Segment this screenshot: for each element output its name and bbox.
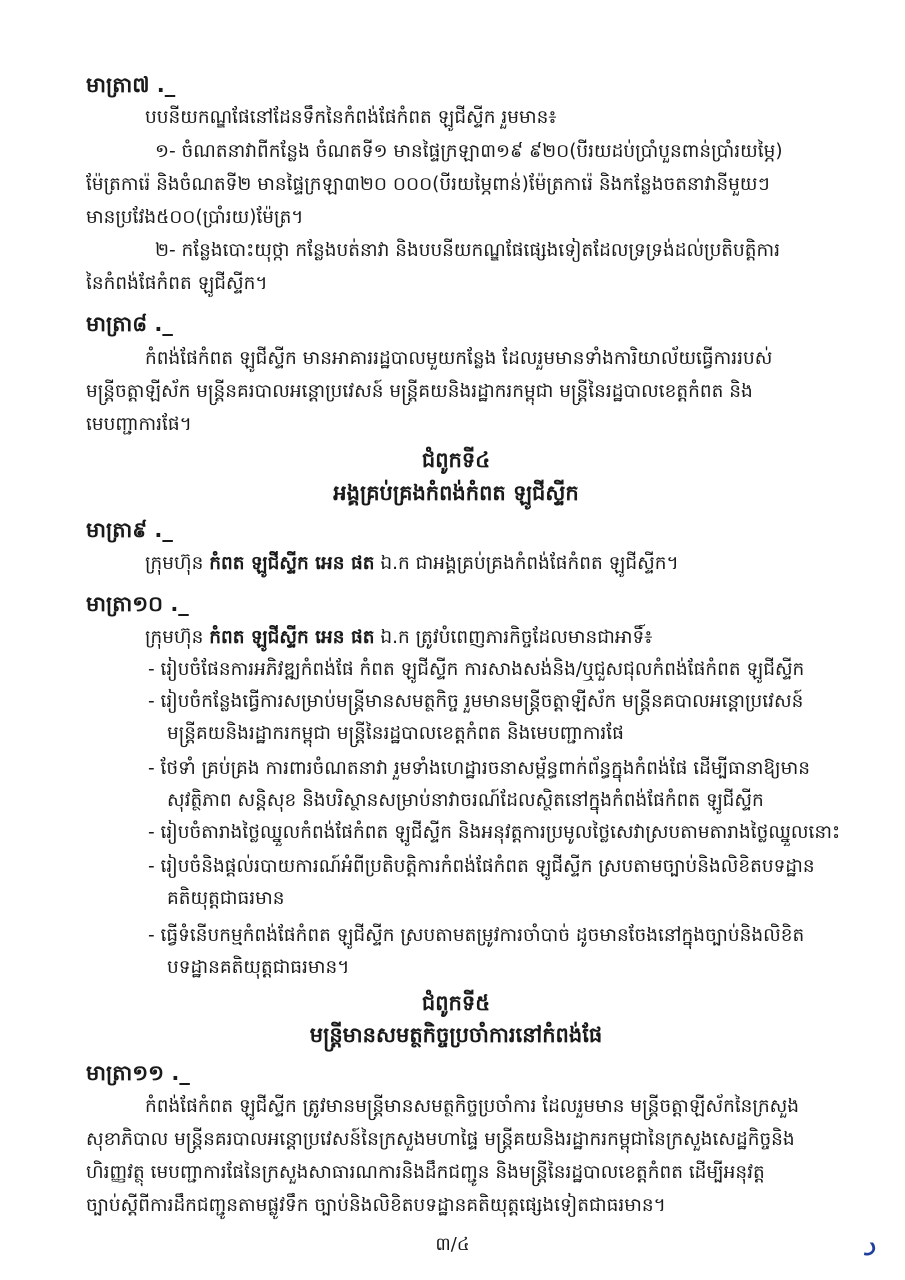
article-9-text bbox=[145, 550, 679, 578]
article-11-line-2: សុខាភិបាល មន្ត្រីនគរបាលអន្តោប្រវេសន៍នៃក្រសួងមហាផ្ទៃ មន្ត្រីគយនិងរដ្ឋាករកម្ពុជានៃក្រសួងសេដ្ឋកិច្ចនិង bbox=[86, 1129, 795, 1150]
article-8-line-2: មន្ត្រីចត្តាឡីស័ក មន្ត្រីនគរបាលអន្តោប្រវេសន៍ មន្ត្រីគយនិងរដ្ឋាករកម្ពុជា មន្ត្រីនៃរដ្ឋបាលខេត្តកំពត និង bbox=[86, 381, 753, 402]
article-10-post: ឯ.ក ត្រូវបំពេញភារកិច្ចដែលមានជាអាទិ៍៖ bbox=[374, 627, 653, 648]
article-8-line-3: មេបញ្ជាការផែ។ bbox=[86, 414, 192, 435]
article-10-bullet-4: - រៀបចំតារាងថ្លៃឈ្នួលកំពង់ផែកំពត ឡូជីស្ទីក និងអនុវត្តការប្រមូលថ្លៃសេវាស្របតាមតារាងថ្លៃឈ្នួលនោះ bbox=[148, 822, 841, 843]
article-10-bullet-3-line-2: សុវត្ថិភាព សន្តិសុខ និងបរិស្ថានសម្រាប់នាវាចរណ៍ដែលស្ថិតនៅក្នុងកំពង់ផែកំពត ឡូជីស្ទីក bbox=[167, 790, 764, 811]
article-8-heading: មាត្រា៨ ._ bbox=[86, 312, 173, 336]
chapter-5-number: ជំពូកទី៥ bbox=[421, 991, 491, 1015]
article-11-line-1: កំពង់ផែកំពត ឡូជីស្ទីក ត្រូវមានមន្ត្រីមានសមត្ថកិច្ចប្រចាំការ ដែលរួមមាន មន្ត្រីចត្តាឡីស័កនៃក្រសួង bbox=[145, 1096, 800, 1117]
article-10-bullet-5-line-2: គតិយុត្តជាធរមាន bbox=[167, 888, 285, 909]
article-7-item-1-line-1: ១- ចំណតនាវាពីកន្លែង ចំណតទី១ មានផ្ទៃក្រឡា៣១៩ ៩២០(បីរយដប់ប្រាំបួនពាន់ប្រាំរយម្ភៃ) bbox=[155, 141, 783, 162]
article-10-bullet-6-line-2: បទដ្ឋានគតិយុត្តជាធរមាន។ bbox=[167, 957, 350, 978]
article-10-bullet-2-line-1: - រៀបចំកន្លែងធ្វើការសម្រាប់មន្ត្រីមានសមត្ថកិច្ច រួមមានមន្ត្រីចត្តាឡីស័ក មន្ត្រីនគបាលអន្តោប្រវេសន៍ bbox=[148, 691, 804, 712]
article-10-heading: មាត្រា១០ ._ bbox=[86, 592, 189, 616]
article-9-heading: មាត្រា៩ ._ bbox=[86, 518, 173, 542]
article-10-pre: ក្រុមហ៊ុន bbox=[145, 627, 210, 648]
article-10-intro bbox=[145, 624, 652, 652]
article-7-item-1-line-2: ម៉ែត្រការ៉េ និងចំណតទី២ មានផ្ទៃក្រឡា៣២០ ០០០(បីរយម្ភៃពាន់)ម៉ែត្រការ៉េ និងកន្លែងចតនាវានីមួយៗ bbox=[86, 174, 770, 195]
article-7-item-2-line-1: ២- កន្លែងបោះយុថ្កា កន្លែងបត់នាវា និងបបនីយកណ្ឌផែផ្សេងទៀតដែលទ្រទ្រង់ដល់ប្រតិបត្តិការ bbox=[155, 240, 781, 261]
article-11-line-3: ហិរញ្ញវត្ថុ មេបញ្ជាការផែនៃក្រសួងសាធារណការនិងដឹកជញ្ជូន និងមន្ត្រីនៃរដ្ឋបាលខេត្តកំពត ដើម្បីអនុវត្ត bbox=[86, 1162, 765, 1183]
article-7-heading: មាត្រា៧ ._ bbox=[86, 73, 176, 97]
handwritten-initial: ﺩ bbox=[862, 1228, 876, 1263]
company-name: កំពត ឡូជីស្ទីក អេន ផត bbox=[209, 553, 375, 574]
chapter-5-title: មន្ត្រីមានសមត្ថកិច្ចប្រចាំការនៅកំពង់ផែ bbox=[309, 1023, 603, 1047]
article-10-bullet-6-line-1: - ធ្វើទំនើបកម្មកំពង់ផែកំពត ឡូជីស្ទីក ស្របតាមតម្រូវការចាំបាច់ ដូចមានចែងនៅក្នុងច្បាប់និងលិខិត bbox=[148, 925, 805, 946]
article-10-bullet-3-line-1: - ថែទាំ គ្រប់គ្រង ការពារចំណតនាវា រួមទាំងហេដ្ឋារចនាសម្ព័ន្ធពាក់ព័ន្ធក្នុងកំពង់ផែ ដើម្បីធានាឱ្យមាន bbox=[148, 758, 810, 779]
article-11-heading: មាត្រា១១ ._ bbox=[86, 1061, 190, 1085]
article-7-item-2-line-2: នៃកំពង់ផែកំពត ឡូជីស្ទីក។ bbox=[86, 273, 268, 294]
article-9-pre: ក្រុមហ៊ុន bbox=[145, 553, 210, 574]
article-7-item-1-line-3: មានប្រវែង៥០០(ប្រាំរយ)ម៉ែត្រ។ bbox=[86, 207, 304, 228]
article-10-bullet-2-line-2: មន្ត្រីគយនិងរដ្ឋាករកម្ពុជា មន្ត្រីនៃរដ្ឋបាលខេត្តកំពត និងមេបញ្ជាការផែ bbox=[167, 723, 624, 744]
chapter-4-title: អង្គគ្រប់គ្រងកំពង់កំពត ឡូជីស្ទីក bbox=[333, 481, 579, 505]
page-number: ៣/៤ bbox=[435, 1234, 470, 1255]
article-11-line-4: ច្បាប់ស្តីពីការដឹកជញ្ជូនតាមផ្លូវទឹក ច្បាប់និងលិខិតបទដ្ឋានគតិយុត្តផ្សេងទៀតជាធរមាន។ bbox=[86, 1195, 666, 1216]
article-10-bullet-1: - រៀបចំផែនការអភិវឌ្ឍកំពង់ផែ កំពត ឡូជីស្ទីក ការសាងសង់និង/ឬជួសជុលកំពង់ផែកំពត ឡូជីស្ទីក bbox=[148, 659, 805, 680]
chapter-4-number: ជំពូកទី៤ bbox=[421, 448, 491, 472]
article-8-line-1: កំពង់ផែកំពត ឡូជីស្ទីក មានអាគាររដ្ឋបាលមួយកន្លែង ដែលរួមមានទាំងការិយាល័យធ្វើការរបស់ bbox=[145, 348, 773, 369]
company-name: កំពត ឡូជីស្ទីក អេន ផត bbox=[209, 627, 375, 648]
article-10-bullet-5-line-1: - រៀបចំនិងផ្តល់របាយការណ៍អំពីប្រតិបត្តិការកំពង់ផែកំពត ឡូជីស្ទីក ស្របតាមច្បាប់និងលិខិតបទដ្ឋាន bbox=[148, 856, 815, 877]
article-7-intro: បបនីយកណ្ឌផែនៅដែនទឹកនៃកំពង់ផែកំពត ឡូជីស្ទីក រួមមាន៖ bbox=[145, 107, 557, 128]
article-9-post: ឯ.ក ជាអង្គគ្រប់គ្រងកំពង់ផែកំពត ឡូជីស្ទីក។ bbox=[374, 553, 679, 574]
